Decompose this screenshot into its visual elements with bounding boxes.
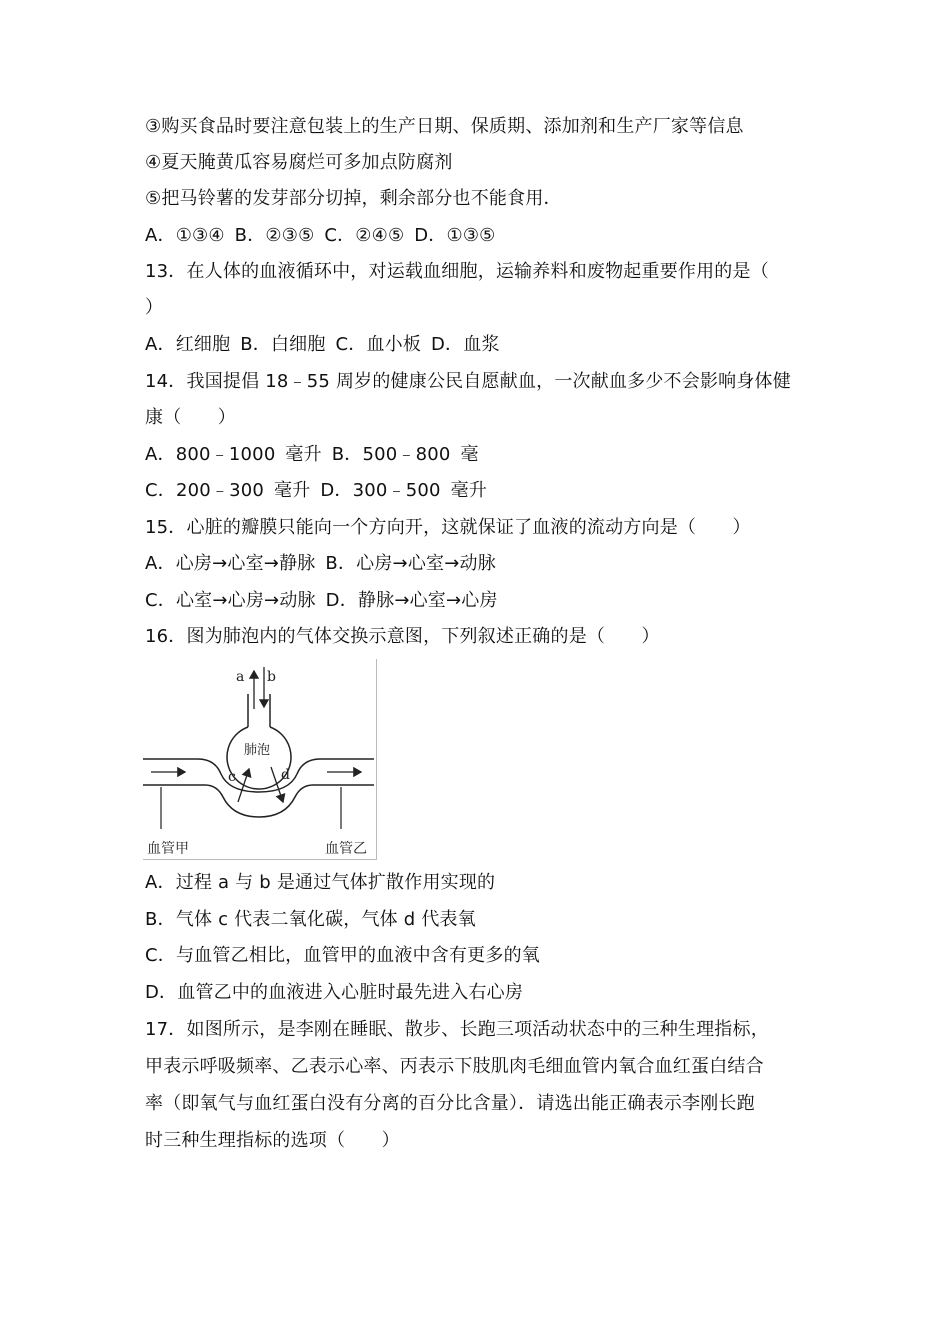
- q14-stem-cont: 康（ ）: [145, 407, 236, 428]
- q13-options: A．红细胞 B．白细胞 C．血小板 D．血浆: [145, 334, 500, 355]
- vessel-lower-wall: [143, 785, 374, 817]
- text-line-2: ④夏天腌黄瓜容易腐烂可多加点防腐剂: [145, 152, 453, 173]
- q16-option-a: A．过程 a 与 b 是通过气体扩散作用实现的: [145, 872, 496, 893]
- label-c: c: [228, 769, 236, 785]
- alveolus-gas-exchange-diagram: [143, 659, 377, 860]
- q13-stem-cont: ）: [145, 297, 164, 318]
- text-line-1: ③购买食品时要注意包装上的生产日期、保质期、添加剂和生产厂家等信息: [145, 116, 744, 137]
- alveolus-label: 肺泡: [244, 743, 271, 758]
- text-line-3: ⑤把马铃薯的发芽部分切掉，剩余部分也不能食用．: [145, 188, 562, 209]
- q16-option-b: B．气体 c 代表二氧化碳，气体 d 代表氧: [145, 909, 476, 930]
- q17-stem-3: 率（即氧气与血红蛋白没有分离的百分比含量）．请选出能正确表示李刚长跑: [145, 1093, 755, 1114]
- arrow-c: [238, 769, 249, 802]
- q16-option-d: D．血管乙中的血液进入心脏时最先进入右心房: [145, 982, 524, 1003]
- q12-options: A．①③④ B．②③⑤ C．②④⑤ D．①③⑤: [145, 225, 496, 246]
- vessel-upper-wall: [143, 759, 374, 792]
- q17-stem-2: 甲表示呼吸频率、乙表示心率、丙表示下肢肌肉毛细血管内氧合血红蛋白结合: [145, 1056, 764, 1077]
- q15-options-ab: A．心房→心室→静脉 B．心房→心室→动脉: [145, 553, 496, 574]
- label-a: a: [236, 669, 245, 685]
- q17-stem-1: 17．如图所示，是李刚在睡眠、散步、长跑三项活动状态中的三种生理指标，: [145, 1019, 769, 1040]
- vessel-left-label: 血管甲: [147, 841, 189, 857]
- label-b: b: [267, 669, 276, 685]
- q14-options-cd: C．200﹣300 毫升 D．300﹣500 毫升: [145, 480, 488, 501]
- q15-options-cd: C．心室→心房→动脉 D．静脉→心室→心房: [145, 590, 498, 611]
- label-d: d: [281, 767, 290, 783]
- q16-stem: 16．图为肺泡内的气体交换示意图，下列叙述正确的是（ ）: [145, 626, 660, 647]
- vessel-right-label: 血管乙: [325, 841, 367, 857]
- q15-stem: 15．心脏的瓣膜只能向一个方向开，这就保证了血液的流动方向是（ ）: [145, 517, 751, 538]
- q14-options-ab: A．800﹣1000 毫升 B．500﹣800 毫: [145, 444, 479, 465]
- q13-stem: 13．在人体的血液循环中，对运载血细胞，运输养料和废物起重要作用的是（: [145, 261, 769, 282]
- q14-stem: 14．我国提倡 18﹣55 周岁的健康公民自愿献血，一次献血多少不会影响身体健: [145, 371, 791, 392]
- q16-option-c: C．与血管乙相比，血管甲的血液中含有更多的氧: [145, 945, 540, 966]
- q17-stem-4: 时三种生理指标的选项（ ）: [145, 1130, 400, 1151]
